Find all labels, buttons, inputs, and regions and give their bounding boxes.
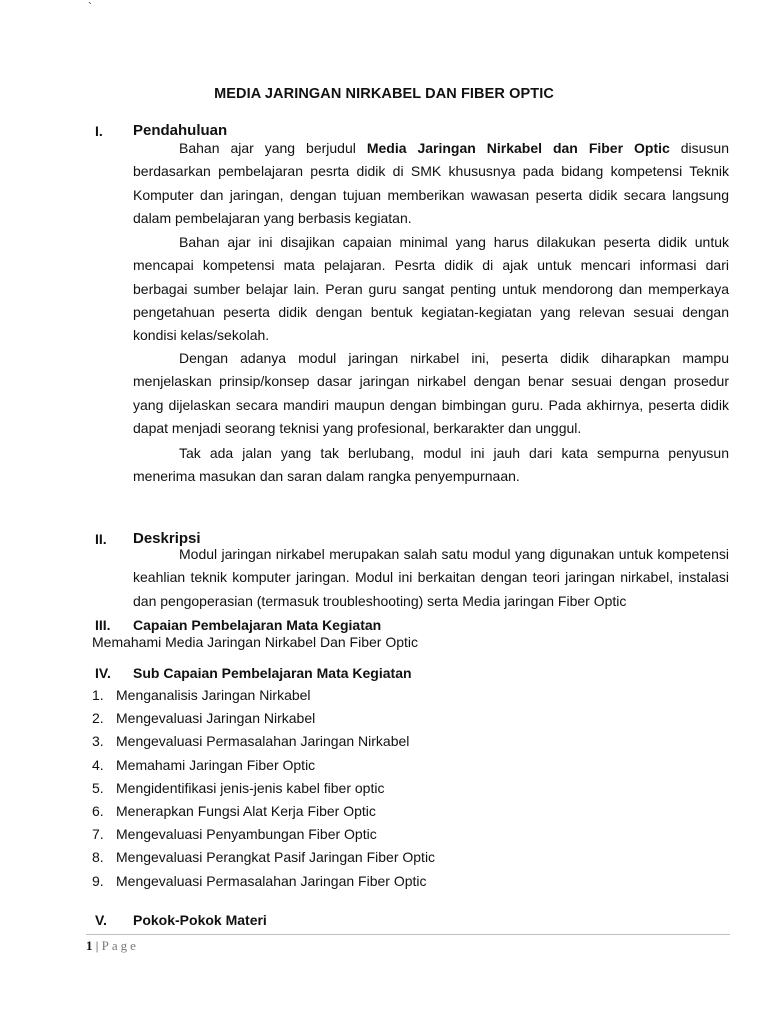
list-item-text: Mengevaluasi Penyambungan Fiber Optic xyxy=(116,826,377,843)
list-item xyxy=(92,754,435,777)
section-5-number: V. xyxy=(95,912,107,928)
page-label: Page xyxy=(101,938,139,953)
list-item-number: 7. xyxy=(92,826,104,843)
list-item-text: Mengevaluasi Permasalahan Jaringan Nirkabel xyxy=(116,733,410,750)
section-3-title: Capaian Pembelajaran Mata Kegiatan xyxy=(133,617,382,633)
list-item-number: 1. xyxy=(92,687,104,703)
section-1-number: I. xyxy=(95,123,103,139)
list-item-number: 6. xyxy=(92,802,104,819)
section-1-paragraph-1 xyxy=(133,137,729,230)
list-item xyxy=(92,777,435,800)
p1-bold-title: Media Jaringan Nirkabel dan Fiber Optic xyxy=(366,140,670,156)
p2-text: Bahan ajar ini disajikan capaian minimal yang harus dilakukan peserta didik untuk mencapai kompetensi mata pelajaran. Pesrta didik di ajak untuk mencari informasi dari berbagai sumber belajar lain. Peran guru sangat penting untuk mendorong dan memperkaya pengetahuan peserta didik dengan bentuk kegiatan-kegiatan yang relevan sesuai dengan kondisi kelas/sekolah. xyxy=(133,234,729,344)
list-item xyxy=(92,800,435,823)
section-4-title: Sub Capaian Pembelajaran Mata Kegiatan xyxy=(133,665,412,681)
list-item-number: 5. xyxy=(92,779,104,796)
list-item-text: Menganalisis Jaringan Nirkabel xyxy=(116,687,311,703)
list-item-number: 2. xyxy=(92,710,104,727)
p4-text: Tak ada jalan yang tak berlubang, modul ini jauh dari kata sempurna penyusun menerima masukan dan saran dalam rangka penyempurnaan. xyxy=(133,445,729,485)
footer-divider xyxy=(86,934,730,935)
list-item xyxy=(92,870,435,893)
section-4-number: IV. xyxy=(95,665,111,681)
list-item-text: Mengevaluasi Jaringan Nirkabel xyxy=(116,710,316,727)
section-2-text: Modul jaringan nirkabel merupakan salah satu modul yang digunakan untuk kompetensi keahlian teknik komputer jaringan. Modul ini berkaitan dengan teori jaringan nirkabel, instalasi dan pengoperasian (termasuk troubleshooting) serta Media jaringan Fiber Optic xyxy=(133,546,729,609)
section-2-paragraph xyxy=(133,543,729,613)
list-item-text: Mengidentifikasi jenis-jenis kabel fiber optic xyxy=(116,779,385,796)
section-1-title: Pendahuluan xyxy=(133,122,228,139)
list-item xyxy=(92,823,435,846)
list-item xyxy=(92,707,435,730)
section-2-number: II. xyxy=(95,531,107,547)
list-item-text: Mengevaluasi Perangkat Pasif Jaringan Fiber Optic xyxy=(116,849,436,866)
stray-mark: ` xyxy=(88,0,92,14)
list-item-number: 4. xyxy=(92,756,104,773)
section-1-paragraph-3 xyxy=(133,347,729,440)
list-item-text: Menerapkan Fungsi Alat Kerja Fiber Optic xyxy=(116,802,376,819)
document-title: MEDIA JARINGAN NIRKABEL DAN FIBER OPTIC xyxy=(214,86,554,102)
p1-tail-text: disusun berdasarkan pembelajaran pesrta didik di SMK khususnya pada bidang kompetensi Teknik Komputer dan jaringan, dengan tujuan memberikan wawasan peserta didik secara langsung dalam pembelajaran yang berbasis kegiatan. xyxy=(133,140,729,226)
page-number: 1 xyxy=(86,938,93,953)
section-2-title: Deskripsi xyxy=(133,530,201,547)
list-item-text: Memahami Jaringan Fiber Optic xyxy=(116,756,316,773)
footer-separator: | xyxy=(95,938,99,953)
list-item xyxy=(92,730,435,753)
section-5-title: Pokok-Pokok Materi xyxy=(133,912,267,928)
list-item-number: 3. xyxy=(92,733,104,750)
section-1-paragraph-2 xyxy=(133,231,729,347)
section-3-body: Memahami Media Jaringan Nirkabel Dan Fiber Optic xyxy=(92,634,419,650)
page-footer xyxy=(86,938,139,954)
list-item xyxy=(92,684,435,707)
list-item-text: Mengevaluasi Permasalahan Jaringan Fiber Optic xyxy=(116,872,427,889)
list-item-number: 9. xyxy=(92,872,104,889)
sub-capaian-list xyxy=(92,684,435,893)
p3-text: Dengan adanya modul jaringan nirkabel ini, peserta didik diharapkan mampu menjelaskan prinsip/konsep dasar jaringan nirkabel dengan benar sesuai dengan prosedur yang dijelaskan secara mandiri maupun dengan bimbingan guru. Pada akhirnya, peserta didik dapat menjadi seorang teknisi yang profesional, berkarakter dan unggul. xyxy=(133,350,729,436)
list-item-number: 8. xyxy=(92,849,104,866)
list-item xyxy=(92,846,435,869)
section-1-paragraph-4 xyxy=(133,442,729,489)
section-3-number: III. xyxy=(95,617,111,633)
p1-lead-text: Bahan ajar yang berjudul xyxy=(179,140,367,156)
